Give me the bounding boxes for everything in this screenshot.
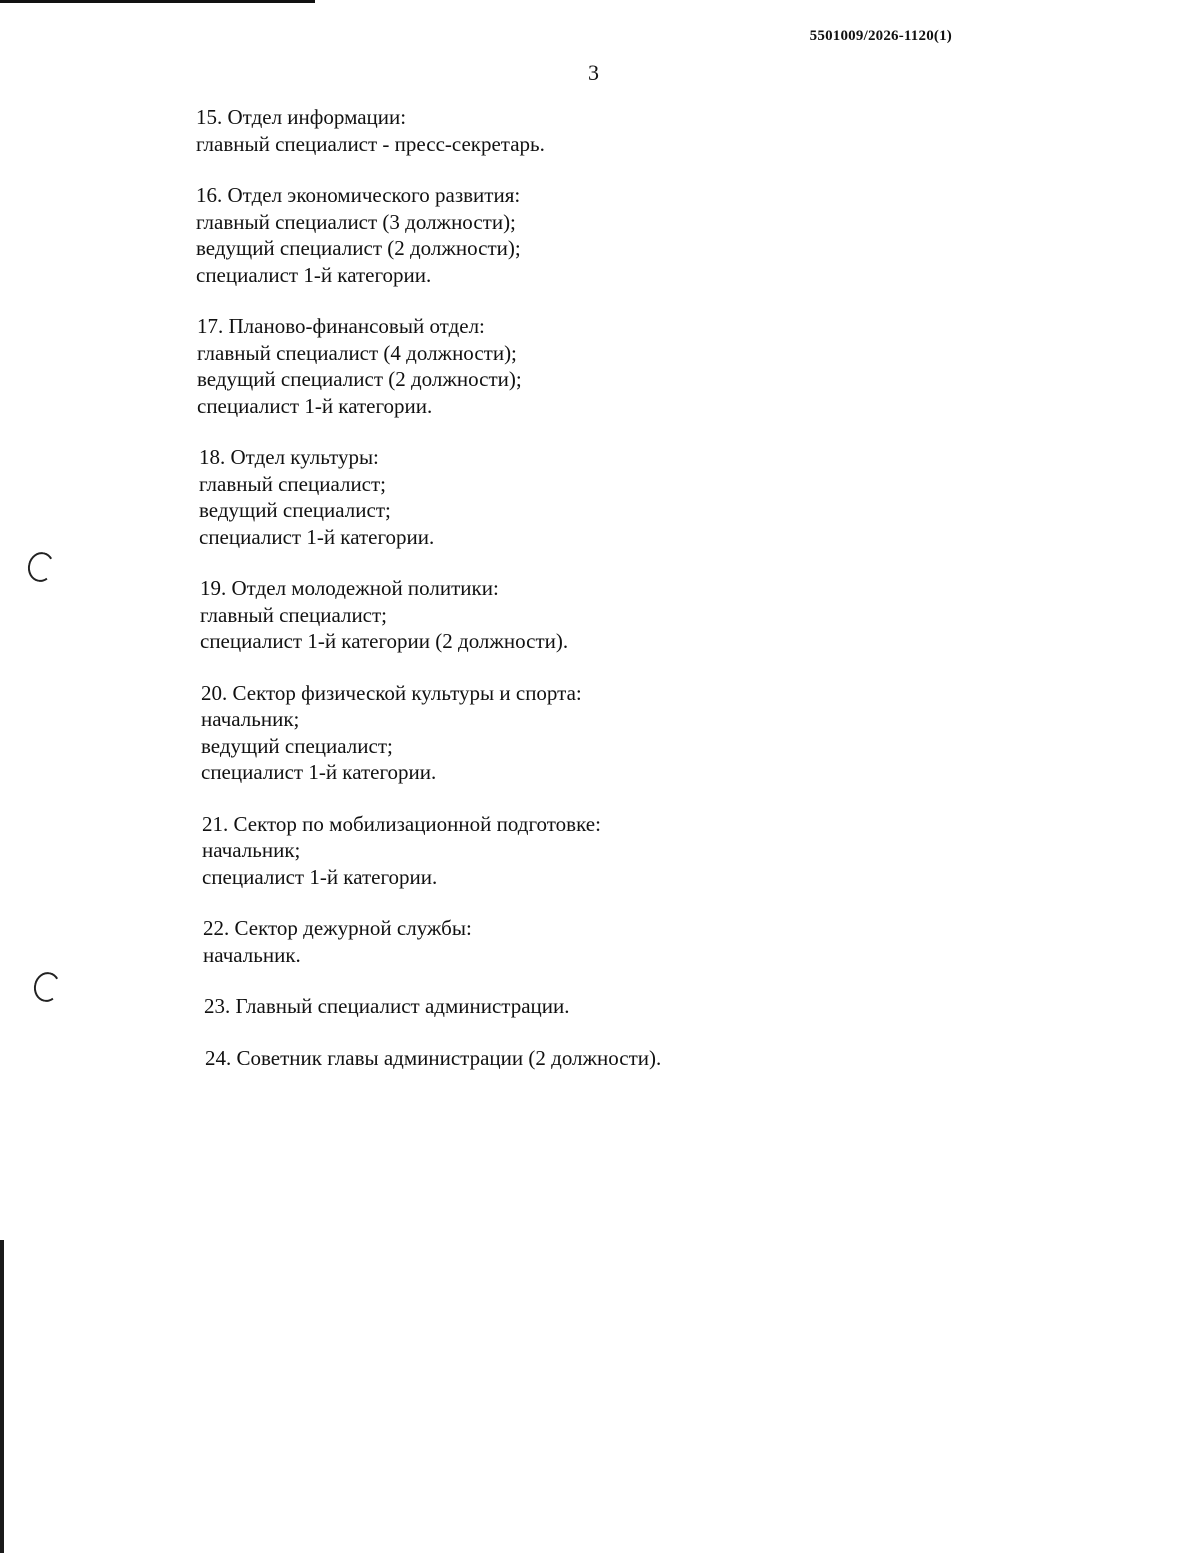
section-title: 22. Сектор дежурной службы:: [203, 916, 472, 940]
position-line: ведущий специалист;: [201, 733, 393, 758]
position-line: специалист 1-й категории (2 должности).: [200, 629, 569, 653]
section-title: 20. Сектор физической культуры и спорта:: [201, 680, 582, 705]
staff-section: [196, 680, 996, 786]
section-title: 18. Отдел культуры:: [199, 445, 379, 469]
section-title: 19. Отдел молодежной политики:: [200, 576, 499, 600]
position-line: специалист 1-й категории.: [197, 393, 433, 418]
staff-section: [196, 313, 996, 419]
position-line: главный специалист;: [199, 471, 387, 496]
position-line: специалист 1-й категории.: [196, 262, 432, 287]
staff-list: [196, 104, 996, 1096]
position-line: главный специалист (3 должности);: [196, 209, 516, 234]
staff-section: [196, 444, 996, 550]
staff-section: [196, 811, 996, 891]
section-title: 24. Советник главы администрации (2 должности).: [205, 1045, 662, 1070]
position-line: специалист 1-й категории.: [199, 524, 435, 549]
staff-section: [196, 1045, 996, 1072]
position-line: начальник;: [202, 838, 301, 862]
document-code: 5501009/2026-1120(1): [809, 28, 952, 44]
position-line: главный специалист (4 должности);: [197, 340, 517, 365]
position-line: ведущий специалист (2 должности);: [196, 236, 521, 260]
section-title: 15. Отдел информации:: [196, 105, 407, 129]
page-number: 3: [588, 60, 599, 85]
position-line: начальник;: [201, 707, 300, 731]
position-line: специалист 1-й категории.: [201, 760, 437, 784]
section-title: 23. Главный специалист администрации.: [204, 994, 570, 1018]
section-title: 17. Планово-финансовый отдел:: [197, 314, 485, 338]
position-line: начальник.: [203, 942, 301, 967]
position-line: ведущий специалист;: [199, 498, 391, 522]
staff-section: [196, 915, 996, 968]
position-line: главный специалист - пресс-секретарь.: [196, 131, 545, 156]
section-title: 21. Сектор по мобилизационной подготовке:: [202, 811, 601, 836]
scan-top-edge-line: [0, 0, 315, 3]
section-title: 16. Отдел экономического развития:: [196, 183, 521, 207]
staff-section: [196, 993, 996, 1020]
position-line: ведущий специалист (2 должности);: [197, 367, 522, 391]
position-line: специалист 1-й категории.: [202, 864, 438, 889]
punch-hole-mark: [25, 550, 57, 585]
scan-left-edge-shadow: [0, 1240, 4, 1553]
staff-section: [196, 575, 996, 655]
position-line: главный специалист;: [200, 602, 388, 627]
punch-hole-mark: [31, 970, 63, 1005]
staff-section: [196, 182, 996, 288]
staff-section: [196, 104, 996, 157]
